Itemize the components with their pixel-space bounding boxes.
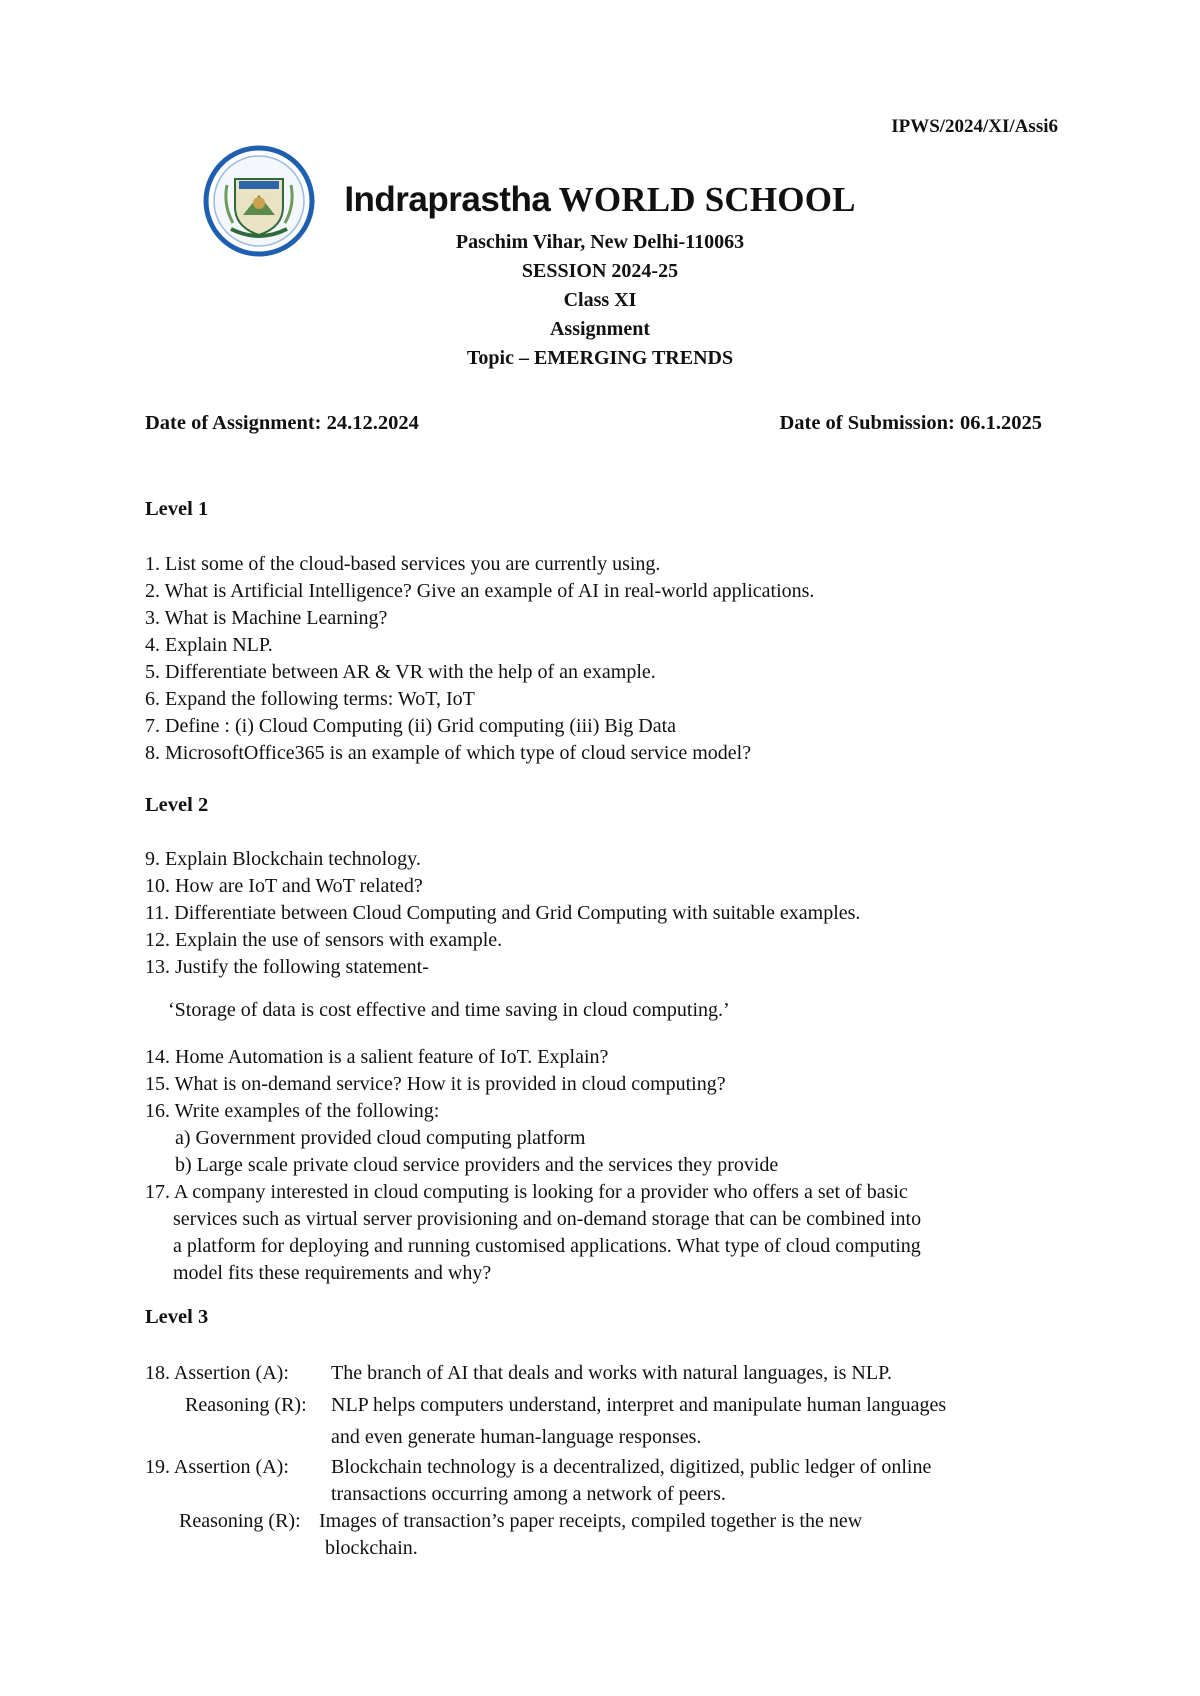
question-item: 13. Justify the following statement- [145, 956, 429, 978]
document-type: Assignment [549, 318, 650, 340]
sub-item: b) Large scale private cloud service providers and the services they provide [175, 1154, 779, 1176]
question-19 [145, 1454, 1090, 1562]
level-1-questions [145, 551, 1080, 767]
session: SESSION 2024-25 [521, 260, 679, 282]
assertion-text: The branch of AI that deals and works with natural languages, is NLP. [331, 1362, 892, 1384]
school-header [300, 180, 900, 373]
question-item: 5. Differentiate between AR & VR with the help of an example. [145, 661, 656, 683]
question-item: 3. What is Machine Learning? [145, 607, 388, 629]
date-of-assignment: Date of Assignment: 24.12.2024 [145, 412, 419, 434]
level-2-questions-continued [145, 1044, 1080, 1287]
assertion-label: 19. Assertion (A): [145, 1456, 289, 1478]
level-2-questions [145, 846, 1080, 981]
assertion-text: transactions occurring among a network of peers. [331, 1483, 726, 1505]
question-item: 8. MicrosoftOffice365 is an example of which type of cloud service model? [145, 742, 752, 764]
question-item: 15. What is on-demand service? How it is provided in cloud computing? [145, 1073, 726, 1095]
question-18 [145, 1360, 1090, 1451]
school-crest-logo [203, 145, 315, 257]
question-item: 4. Explain NLP. [145, 634, 273, 656]
question-item: 11. Differentiate between Cloud Computing and Grid Computing with suitable examples. [145, 902, 861, 924]
level-2-heading: Level 2 [145, 794, 209, 816]
level-1-heading: Level 1 [145, 498, 209, 520]
school-name-rest: WORLD SCHOOL [558, 180, 856, 219]
assertion-text: Blockchain technology is a decentralized, digitized, public ledger of online [331, 1456, 932, 1478]
question-13-statement: ‘Storage of data is cost effective and time saving in cloud computing.’ [168, 999, 730, 1021]
question-item: 12. Explain the use of sensors with example. [145, 929, 503, 951]
sub-item: a) Government provided cloud computing platform [175, 1127, 586, 1149]
reasoning-text: and even generate human-language responses. [331, 1426, 702, 1448]
question-item: 2. What is Artificial Intelligence? Give an example of AI in real-world applications. [145, 580, 815, 602]
school-address: Paschim Vihar, New Delhi-110063 [455, 231, 745, 253]
reasoning-text: Images of transaction’s paper receipts, compiled together is the new [319, 1510, 863, 1532]
question-item: 16. Write examples of the following: [145, 1100, 440, 1122]
reasoning-text: NLP helps computers understand, interpret and manipulate human languages [331, 1394, 947, 1416]
dates-row [145, 412, 1042, 435]
question-continuation: services such as virtual server provisioning and on-demand storage that can be combined into [173, 1208, 922, 1230]
reasoning-label: Reasoning (R): [185, 1394, 307, 1416]
level-3-heading: Level 3 [145, 1306, 209, 1328]
school-name [300, 180, 900, 220]
question-item: 9. Explain Blockchain technology. [145, 848, 421, 870]
question-item: 17. A company interested in cloud computing is looking for a provider who offers a set of basic [145, 1181, 908, 1203]
question-item: 1. List some of the cloud-based services you are currently using. [145, 553, 661, 575]
question-continuation: model fits these requirements and why? [173, 1262, 492, 1284]
date-of-submission: Date of Submission: 06.1.2025 [779, 412, 1042, 434]
assertion-label: 18. Assertion (A): [145, 1362, 289, 1384]
question-item: 14. Home Automation is a salient feature of IoT. Explain? [145, 1046, 609, 1068]
topic: Topic – EMERGING TRENDS [466, 347, 734, 369]
class-label: Class XI [563, 289, 637, 311]
question-item: 6. Expand the following terms: WoT, IoT [145, 688, 475, 710]
question-item: 7. Define : (i) Cloud Computing (ii) Grid computing (iii) Big Data [145, 715, 677, 737]
question-continuation: a platform for deploying and running customised applications. What type of cloud computing [173, 1235, 921, 1257]
school-name-brand: Indraprastha [344, 180, 551, 219]
document-reference-code: IPWS/2024/XI/Assi6 [891, 116, 1058, 137]
reasoning-text: blockchain. [325, 1537, 418, 1559]
question-item: 10. How are IoT and WoT related? [145, 875, 423, 897]
reasoning-label: Reasoning (R): [179, 1510, 301, 1532]
